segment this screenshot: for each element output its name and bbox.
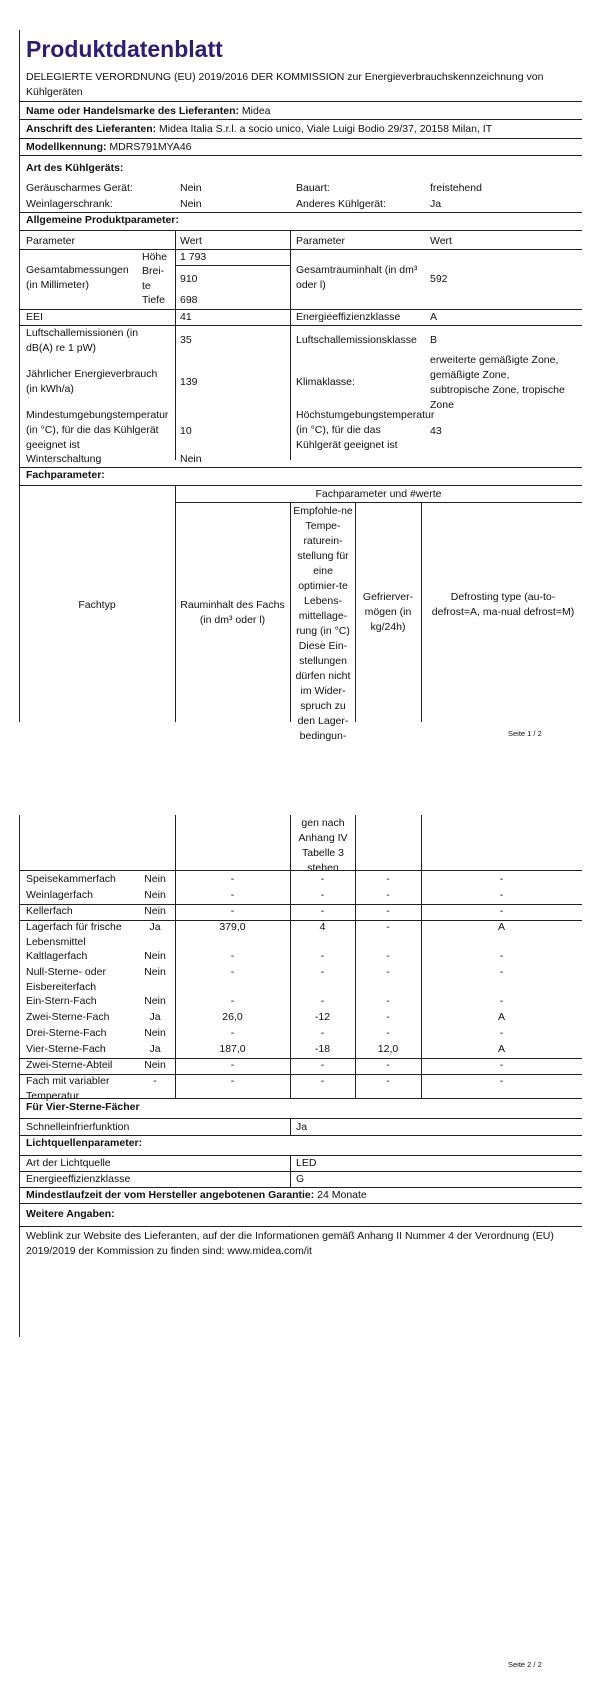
compartment-present: Nein [144, 966, 166, 978]
compartment-name: Speisekammerfach [26, 873, 116, 885]
group-header: Fachparameter und #werte [315, 488, 442, 500]
compartment-name: Vier-Sterne-Fach [26, 1043, 106, 1055]
compartment-freeze: - [386, 1027, 390, 1039]
other-appliance-value: Ja [430, 198, 442, 210]
compartment-temp: -18 [314, 1043, 331, 1055]
divider [19, 870, 582, 871]
light-type-label: Art der Lichtquelle [26, 1157, 111, 1169]
compartment-present: Nein [144, 905, 166, 917]
regulation-text: DELEGIERTE VERORDNUNG (EU) 2019/2016 DER KOMMISSION zur Energieverbrauchskennzeichnung von Kühlgeräten [26, 71, 544, 98]
compartment-defrost: - [499, 1059, 504, 1071]
col-header-temp-part1: Empfohle-ne Tempe-raturein-stellung für eine optimier-te Lebens-mittellage-rung (in °C) Diese Ein-stellungen dürfen nicht im Wider-spruch zu den Lager-bedingun- [293, 505, 353, 742]
compartment-freeze: 12,0 [377, 1043, 399, 1055]
col-header-type: Fachtyp [78, 599, 116, 611]
divider [19, 1203, 582, 1204]
compartment-present: Nein [144, 995, 166, 1007]
compartment-freeze: - [386, 1011, 390, 1023]
divider [19, 1226, 582, 1227]
supplier-address-row [26, 122, 492, 137]
noise-class-value: B [430, 334, 438, 346]
compartment-name: Zwei-Sterne-Fach [26, 1011, 110, 1023]
model-label: Modellkennung: [26, 141, 107, 153]
divider [175, 265, 290, 266]
divider [19, 1098, 582, 1099]
compartment-freeze: - [386, 966, 390, 978]
winter-label: Winterschaltung [26, 453, 102, 465]
col-header-param: Parameter [26, 235, 76, 247]
compartment-name: Weinlagerfach [26, 889, 93, 901]
compartment-defrost: - [499, 1027, 504, 1039]
compartment-defrost: - [499, 873, 504, 885]
wine-cabinet-label: Weinlagerschrank: [26, 198, 113, 210]
eec-label: Energieeffizienzklasse [296, 311, 401, 323]
light-heading: Lichtquellenparameter: [26, 1137, 143, 1149]
compartment-volume: - [230, 873, 235, 885]
wine-cabinet-value: Nein [180, 198, 202, 210]
compartment-freeze: - [386, 995, 390, 1007]
compartment-freeze: - [386, 873, 390, 885]
compartment-defrost: - [499, 966, 504, 978]
compartment-freeze: - [386, 950, 390, 962]
compartment-temp: - [320, 1027, 325, 1039]
noise-label: Luftschallemissionen (in dB(A) re 1 pW) [26, 327, 139, 354]
col-header-freeze: Gefrierver-mögen (in kg/24h) [362, 591, 414, 633]
compartment-temp: - [320, 966, 325, 978]
compartment-volume: 26,0 [222, 1011, 243, 1023]
compartment-temp: -12 [314, 1011, 331, 1023]
model-row [26, 140, 192, 155]
col-header-defrost: Defrosting type (au-to-defrost=A, ma-nual defrost=M) [431, 591, 575, 618]
compartment-defrost: A [497, 1011, 505, 1023]
divider [19, 230, 582, 231]
supplier-name-label: Name oder Handelsmarke des Lieferanten: [26, 105, 239, 117]
compartment-freeze: - [386, 1075, 390, 1087]
col-header-temp-part2: gen nach Anhang IV Tabelle 3 stehen [298, 817, 348, 874]
height-value: 1 793 [180, 251, 207, 263]
compartment-temp: - [320, 950, 325, 962]
compartment-name: Null-Sterne- oder Eisbereiterfach [26, 966, 106, 993]
eec-value: A [430, 311, 438, 323]
compartment-defrost: - [499, 950, 504, 962]
compartment-name: Ein-Stern-Fach [26, 995, 97, 1007]
max-temp-value: 43 [430, 425, 442, 437]
compartment-name: Kellerfach [26, 905, 73, 917]
page-2 [0, 817, 595, 1682]
compartment-volume: - [230, 1075, 235, 1087]
volume-value: 592 [430, 273, 448, 285]
noise-class-label: Luftschallemissionsklasse [296, 334, 417, 346]
compartment-present: Nein [144, 1027, 166, 1039]
divider [19, 1058, 582, 1059]
compartment-temp: 4 [319, 921, 326, 933]
compartment-temp: - [320, 1075, 325, 1087]
compartment-volume: - [230, 905, 235, 917]
supplier-name-row [26, 104, 271, 119]
warranty-label: Mindestlaufzeit der vom Hersteller angebotenen Garantie: [26, 1189, 315, 1201]
height-label: Höhe [142, 251, 168, 263]
warranty-row [26, 1188, 367, 1203]
width-label: Brei-te [142, 265, 165, 292]
climate-value: erweiterte gemäßigte Zone, gemäßigte Zone, subtropische Zone, tropische Zone [430, 354, 565, 411]
compartment-volume: - [230, 1059, 235, 1071]
design-value: freistehend [430, 182, 482, 194]
compartment-freeze: - [386, 921, 390, 933]
table-vline [290, 1118, 291, 1135]
compartment-temp: - [320, 905, 325, 917]
divider [19, 1074, 582, 1075]
model-value: MDRS791MYA46 [109, 141, 192, 153]
divider [19, 119, 582, 120]
compartment-freeze: - [386, 889, 390, 901]
design-label: Bauart: [296, 182, 330, 194]
compartment-defrost: - [499, 905, 504, 917]
low-noise-label: Geräuscharmes Gerät: [26, 182, 133, 194]
compartment-volume: 379,0 [219, 921, 246, 933]
divider [19, 138, 582, 139]
compartment-present: Ja [149, 1043, 161, 1055]
winter-value: Nein [180, 453, 202, 465]
supplier-name-value: Midea [241, 105, 271, 117]
energy-value: 139 [180, 376, 198, 388]
compartment-volume: - [230, 889, 235, 901]
compartment-freeze: - [386, 905, 390, 917]
volume-label: Gesamtrauminhalt (in dm³ oder l) [296, 264, 418, 291]
further-text: Weblink zur Website des Lieferanten, auf der die Informationen gemäß Anhang II Nummer 4 der Verordnung (EU) 2019/2019 der Kommission zu finden sind: www.midea.com/it [26, 1230, 554, 1257]
depth-value: 698 [180, 294, 198, 306]
warranty-value: 24 Monate [317, 1189, 367, 1201]
max-temp-label: Höchstumgebungstemperatur (in °C), für die das Kühlgerät geeignet ist [296, 409, 435, 451]
eei-label: EEI [26, 311, 43, 323]
compartment-present: Ja [149, 1011, 161, 1023]
further-heading: Weitere Angaben: [26, 1208, 115, 1220]
light-class-value: G [296, 1173, 305, 1185]
col-header-volume: Rauminhalt des Fachs (in dm³ oder l) [180, 599, 285, 626]
divider [19, 904, 582, 905]
dims-label: Gesamtabmessungen (in Millimeter) [26, 264, 129, 291]
climate-label: Klimaklasse: [296, 376, 355, 388]
table-vline [290, 230, 291, 460]
energy-label: Jährlicher Energieverbrauch (in kWh/a) [26, 368, 158, 395]
compartment-volume: - [230, 966, 235, 978]
four-star-heading: Für Vier-Sterne-Fächer [26, 1101, 140, 1113]
divider [19, 920, 582, 921]
noise-value: 35 [180, 334, 192, 346]
divider [19, 249, 582, 250]
supplier-address-value: Midea Italia S.r.l. a socio unico, Viale Luigi Bodio 29/37, 20158 Milan, IT [159, 123, 493, 135]
compartment-name: Zwei-Sterne-Abteil [26, 1059, 113, 1071]
eei-value: 41 [180, 311, 192, 323]
compartment-volume: - [230, 1027, 235, 1039]
table-vline [175, 485, 176, 722]
table-vline [290, 502, 291, 722]
compartment-temp: - [320, 995, 325, 1007]
compartment-freeze: - [386, 1059, 390, 1071]
compartment-temp: - [320, 873, 325, 885]
other-appliance-label: Anderes Kühlgerät: [296, 198, 386, 210]
min-temp-value: 10 [180, 425, 192, 437]
col-header-param-2: Parameter [296, 235, 346, 247]
compartment-defrost: A [497, 921, 505, 933]
quick-freeze-value: Ja [296, 1121, 308, 1133]
compartment-defrost: A [497, 1043, 505, 1055]
compartment-present: Nein [144, 950, 166, 962]
general-heading: Allgemeine Produktparameter: [26, 214, 179, 226]
compartment-name: Kaltlagerfach [26, 950, 88, 962]
page-number: Seite 1 / 2 [508, 729, 542, 738]
divider [19, 155, 582, 156]
compartment-present: Nein [144, 873, 166, 885]
table-vline [421, 502, 422, 722]
compartment-volume: 187,0 [219, 1043, 246, 1055]
divider [175, 502, 582, 503]
divider [19, 101, 582, 102]
width-value: 910 [180, 273, 198, 285]
divider [19, 1118, 582, 1119]
compartment-defrost: - [499, 889, 504, 901]
compartment-volume: - [230, 995, 235, 1007]
supplier-address-label: Anschrift des Lieferanten: [26, 123, 157, 135]
col-header-value: Wert [180, 235, 202, 247]
page-number: Seite 2 / 2 [508, 1660, 542, 1669]
table-vline [355, 502, 356, 722]
divider [19, 485, 582, 486]
col-header-value-2: Wert [430, 235, 452, 247]
compartment-present: Nein [144, 1059, 166, 1071]
type-heading: Art des Kühlgeräts: [26, 162, 124, 174]
quick-freeze-label: Schnelleinfrierfunktion [26, 1121, 130, 1133]
min-temp-label: Mindestumgebungstemperatur (in °C), für die das Kühlgerät geeignet ist [26, 409, 169, 451]
compartment-name: Drei-Sterne-Fach [26, 1027, 107, 1039]
light-type-value: LED [296, 1157, 317, 1169]
compartment-volume: - [230, 950, 235, 962]
page-title: Produktdatenblatt [26, 36, 223, 62]
compartment-temp: - [320, 889, 325, 901]
compartment-defrost: - [499, 995, 504, 1007]
compartment-present: - [153, 1075, 157, 1087]
page-1 [0, 0, 595, 800]
compartment-name: Lagerfach für frische Lebensmittel [26, 921, 122, 948]
compartment-name: Fach mit variabler Temperatur [26, 1075, 110, 1102]
compartment-present: Ja [149, 921, 161, 933]
compartment-temp: - [320, 1059, 325, 1071]
low-noise-value: Nein [180, 182, 202, 194]
compartment-present: Nein [144, 889, 166, 901]
light-class-label: Energieeffizienzklasse [26, 1173, 131, 1185]
compartment-defrost: - [499, 1075, 504, 1087]
depth-label: Tiefe [142, 294, 165, 306]
compartments-heading: Fachparameter: [26, 469, 105, 481]
